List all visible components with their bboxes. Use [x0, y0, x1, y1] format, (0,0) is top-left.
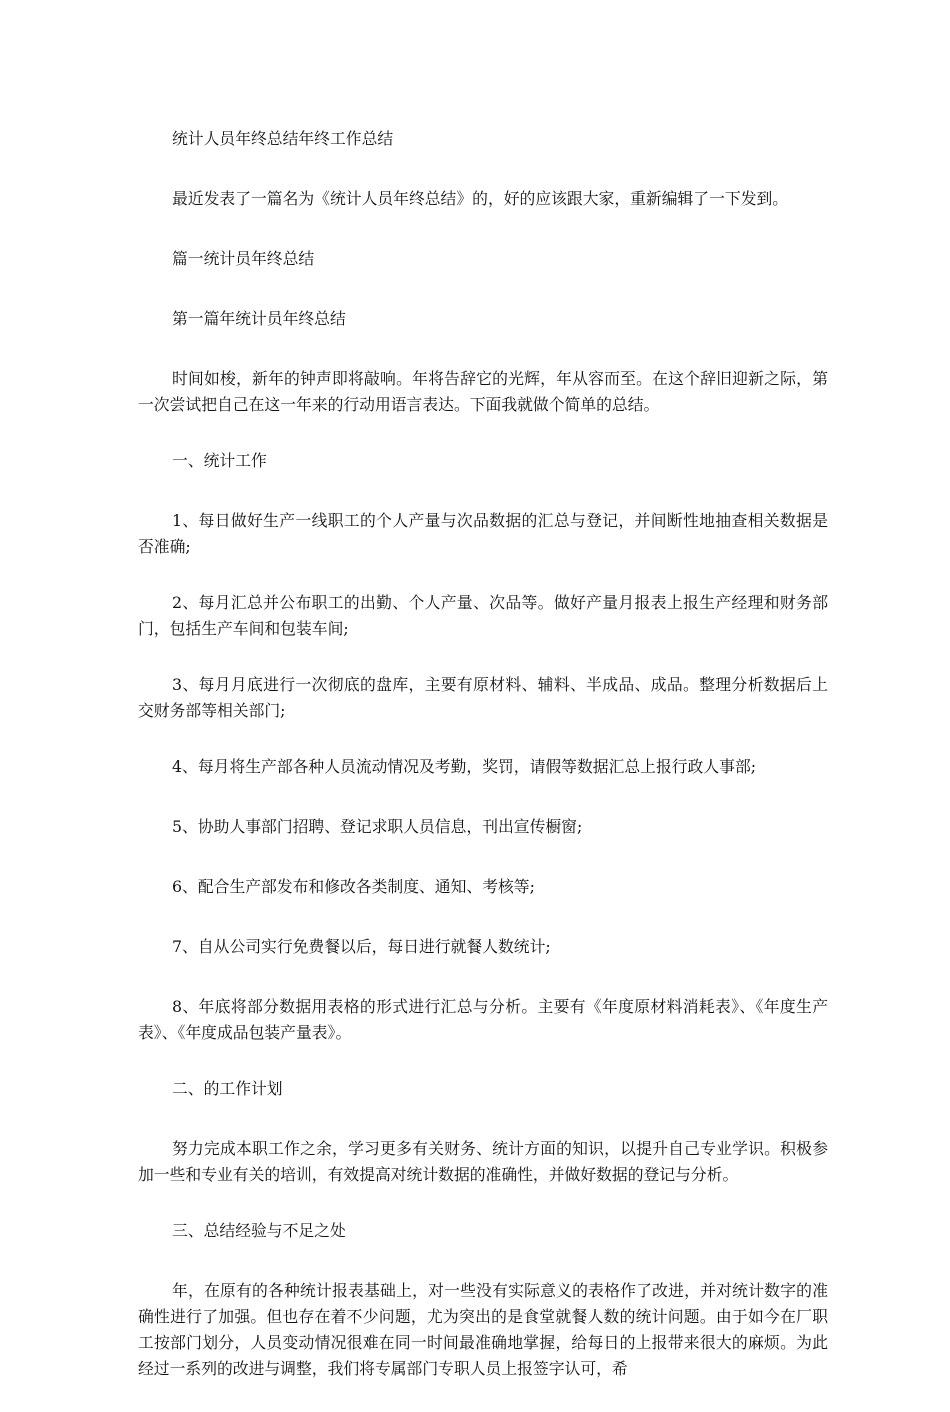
list-item-7: 7、自从公司实行免费餐以后，每日进行就餐人数统计;: [172, 937, 551, 956]
intro-paragraph: 最近发表了一篇名为《统计人员年终总结》的，好的应该跟大家，重新编辑了一下发到。: [172, 189, 789, 208]
section-heading: 篇一统计员年终总结: [172, 249, 315, 268]
summary-paragraph: 年，在原有的各种统计报表基础上，对一些没有实际意义的表格作了改进，并对统计数字的准确性进行了加强。但也存在着不少问题，尤为突出的是食堂就餐人数的统计问题。由于如今在厂职工按部门划分，人员变动情况很难在同一时间最准确地掌握，给每日的上报带来很大的麻烦。为此经过一系列的改进与调整，我们将专属部门专职人员上报签字认可，希: [138, 1281, 828, 1378]
list-item-1: 1、每日做好生产一线职工的个人产量与次品数据的汇总与登记，并间断性地抽查相关数据是否准确;: [138, 511, 828, 556]
sub-heading: 第一篇年统计员年终总结: [172, 309, 346, 328]
list-item-4: 4、每月将生产部各种人员流动情况及考勤，奖罚，请假等数据汇总上报行政人事部;: [172, 757, 757, 776]
list-item-5: 5、协助人事部门招聘、登记求职人员信息，刊出宣传橱窗;: [172, 817, 583, 836]
section-heading-statistics-work: 一、统计工作: [172, 451, 267, 470]
section-heading-summary: 三、总结经验与不足之处: [172, 1221, 346, 1240]
list-item-3: 3、每月月底进行一次彻底的盘库，主要有原材料、辅料、半成品、成品。整理分析数据后上交财务部等相关部门;: [138, 675, 828, 720]
section-heading-work-plan: 二、的工作计划: [172, 1079, 283, 1098]
list-item-6: 6、配合生产部发布和修改各类制度、通知、考核等;: [172, 877, 535, 896]
document-body: [138, 126, 828, 1412]
work-plan-paragraph: 努力完成本职工作之余，学习更多有关财务、统计方面的知识，以提升自己专业学识。积极参加一些和专业有关的培训，有效提高对统计数据的准确性，并做好数据的登记与分析。: [138, 1139, 828, 1184]
document-title: 统计人员年终总结年终工作总结: [172, 129, 394, 148]
list-item-2: 2、每月汇总并公布职工的出勤、个人产量、次品等。做好产量月报表上报生产经理和财务部门，包括生产车间和包装车间;: [138, 593, 828, 638]
list-item-8: 8、年底将部分数据用表格的形式进行汇总与分析。主要有《年度原材料消耗表》、《年度生产表》、《年度成品包装产量表》。: [138, 997, 828, 1042]
opening-paragraph: 时间如梭，新年的钟声即将敲响。年将告辞它的光辉，年从容而至。在这个辞旧迎新之际，第一次尝试把自己在这一年来的行动用语言表达。下面我就做个简单的总结。: [138, 369, 828, 414]
